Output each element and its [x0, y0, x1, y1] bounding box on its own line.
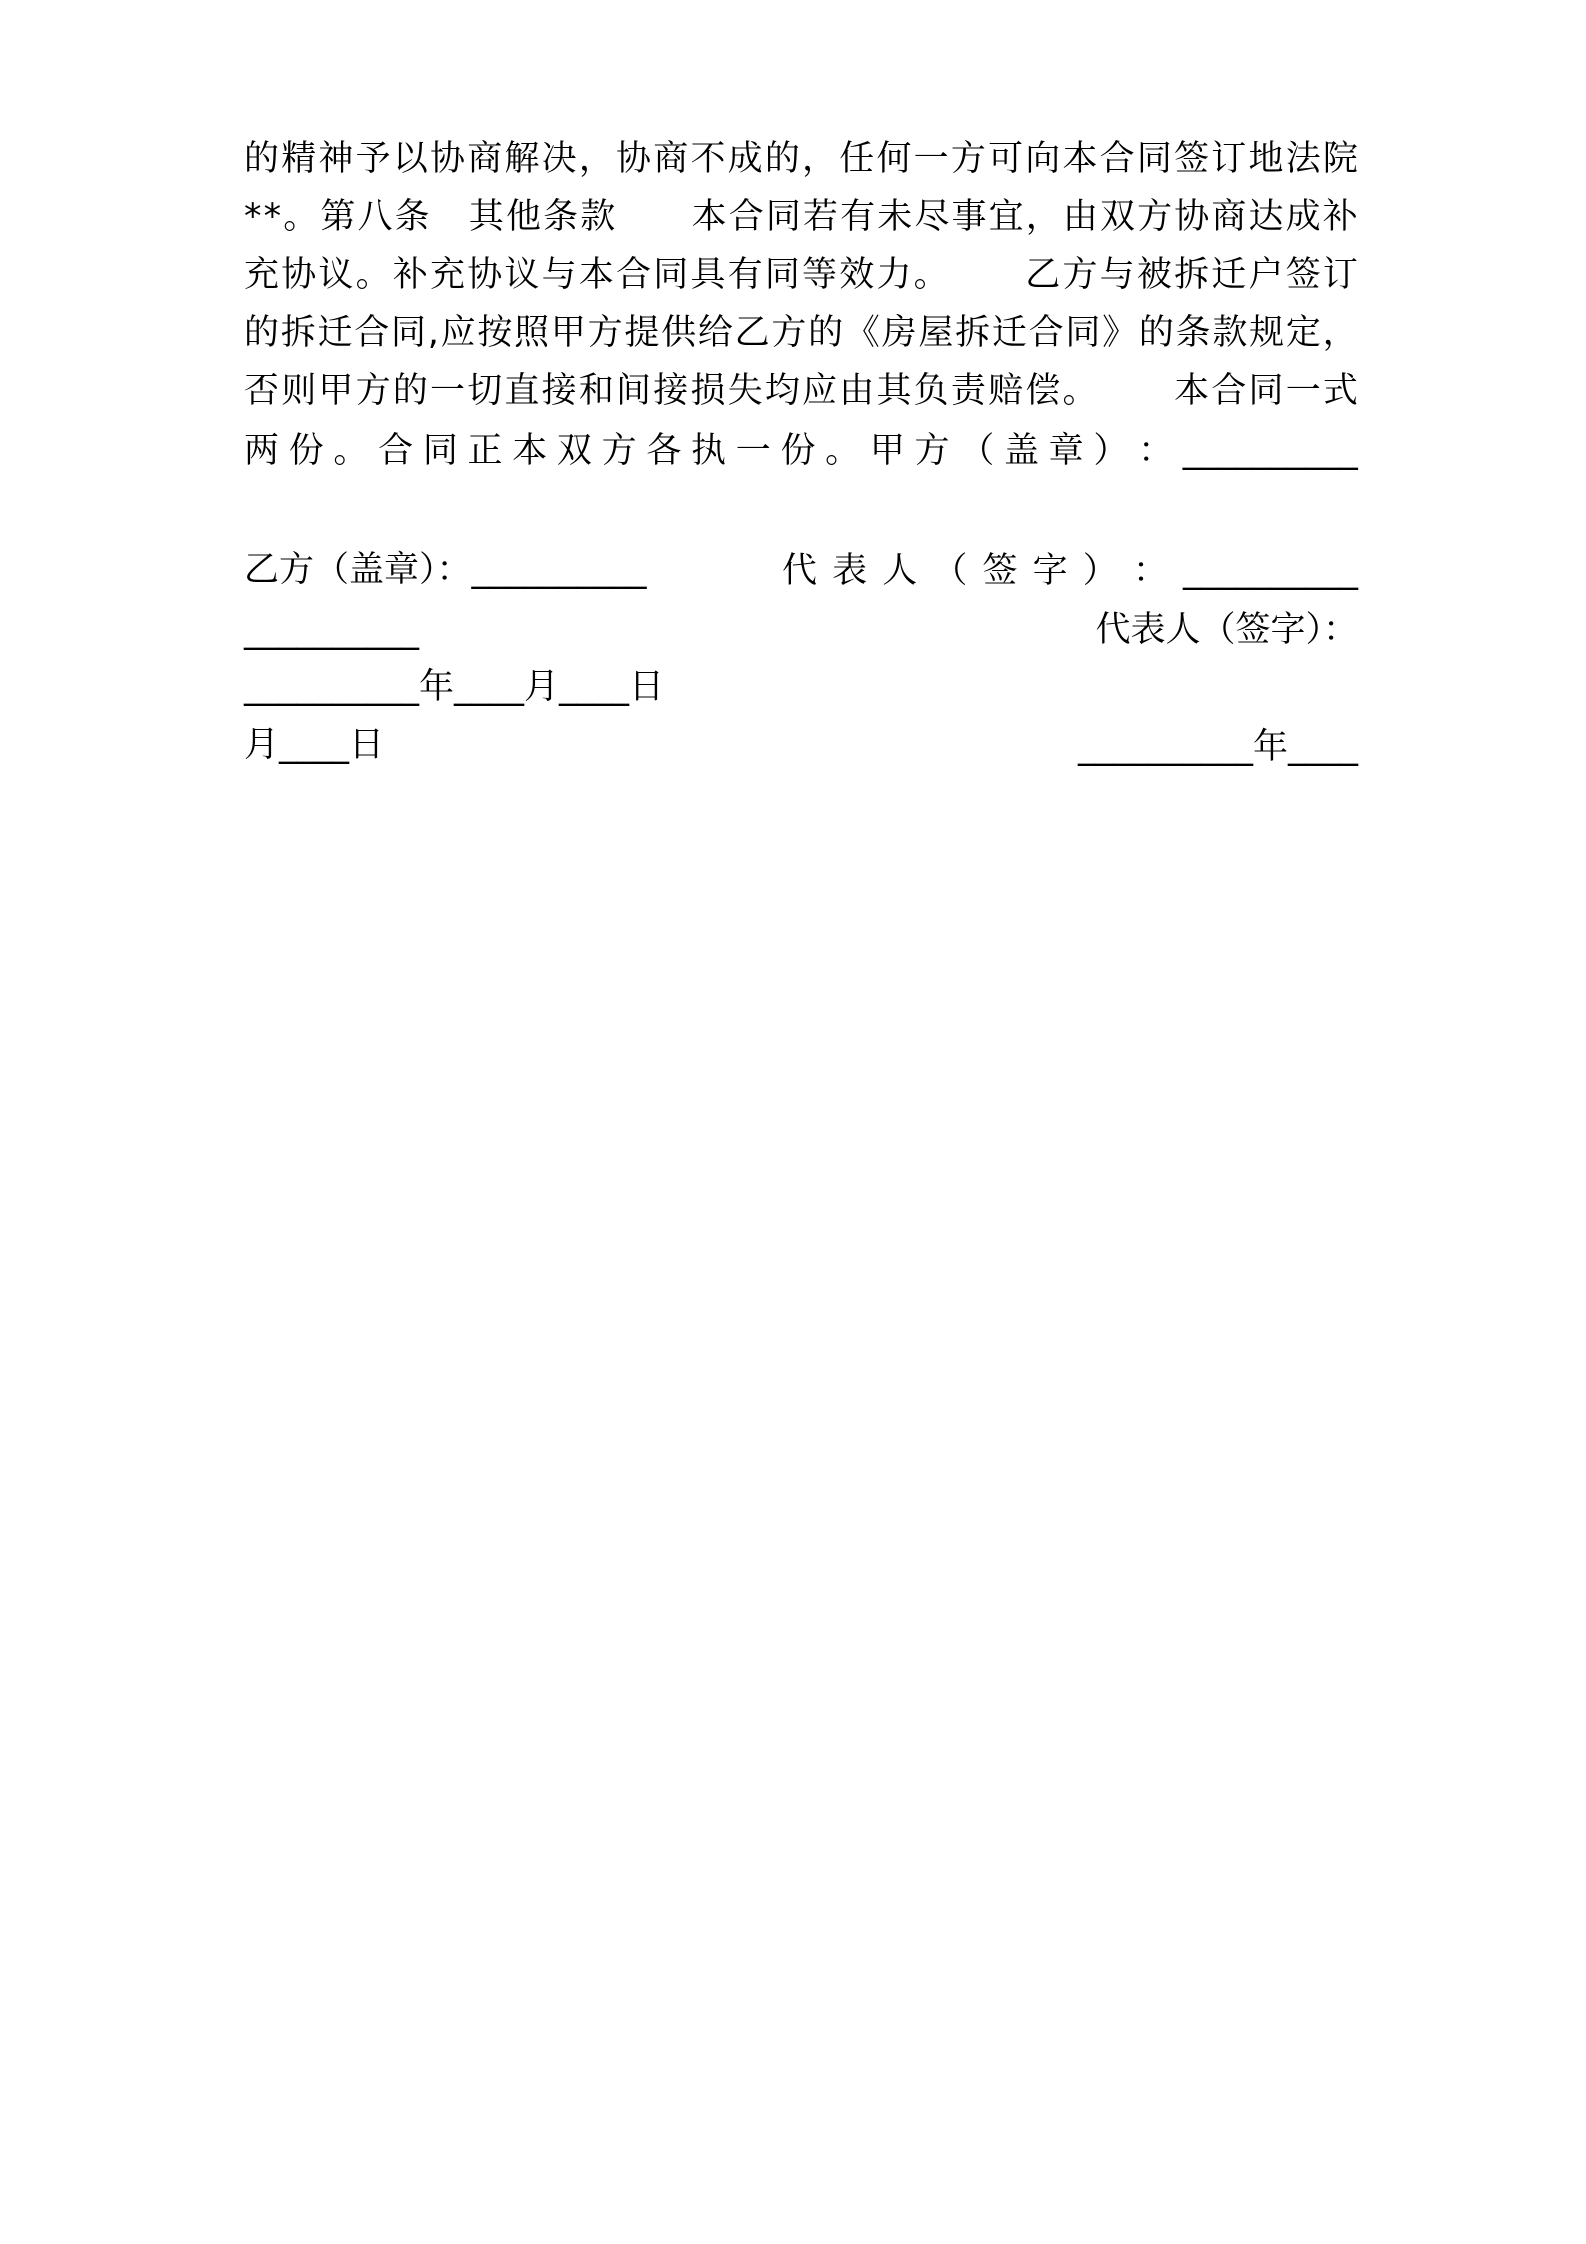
body-text-line-5-char: 接: [653, 371, 689, 411]
party-a-seal-char: 各: [646, 431, 682, 471]
party-a-seal-char: 合: [378, 431, 414, 471]
body-text-line-2-char: 他: [505, 197, 541, 237]
body-text-line-1-char: 商: [653, 139, 689, 179]
body-text-line-2-char: 宜: [988, 197, 1024, 237]
body-text-line-3-char: 户: [1248, 255, 1284, 295]
body-text-line-2-char: 合: [728, 197, 764, 237]
body-text-line-4-char: 房: [881, 313, 917, 353]
signature-line-party-a: [244, 421, 1358, 481]
date-field-party-a: __________年____月____日: [244, 667, 665, 707]
body-text-line-5-char: 的: [392, 371, 428, 411]
body-text-line-1-char: 决: [541, 139, 577, 179]
body-text-line-3-char: 效: [839, 255, 875, 295]
representative-blank: __________: [244, 611, 419, 651]
body-text-line-3-char: 合: [616, 255, 652, 295]
body-text-line-1-char: 解: [504, 139, 540, 179]
representative-signature-char: 签: [982, 551, 1018, 591]
body-text-line-2-char: 本: [691, 197, 727, 237]
representative-signature-char: 代: [782, 551, 818, 591]
body-text-line-1-char: 签: [1174, 139, 1210, 179]
body-text-line-2-char: 。: [283, 197, 319, 237]
body-text-line-2-char: 其: [468, 197, 504, 237]
body-text-line-5: [244, 361, 1358, 421]
body-text-line-5-char: 其: [876, 371, 912, 411]
body-text-line-4-char: 方: [771, 313, 807, 353]
body-text-line-4: [244, 303, 1358, 363]
representative-signature-char: __________: [1183, 551, 1358, 591]
body-text-line-5-char: 损: [690, 371, 726, 411]
body-text-line-1-char: 法: [1285, 139, 1321, 179]
body-text-line-1-char: 不: [690, 139, 726, 179]
body-text-line-5-char: 责: [950, 371, 986, 411]
body-text-line-3-char: 迁: [1211, 255, 1247, 295]
body-text-line-2-char: [432, 187, 467, 247]
body-text-line-2-char: 事: [951, 197, 987, 237]
body-text-line-2-char: *: [263, 197, 282, 237]
body-text-line-3-char: 力: [876, 255, 912, 295]
body-text-line-5-char: 均: [764, 371, 800, 411]
body-text-line-5-char: 和: [578, 371, 614, 411]
body-text-line-3-char: 补: [392, 255, 428, 295]
body-text-line-2-char: 条: [394, 197, 430, 237]
party-a-seal-char: 份: [780, 431, 816, 471]
party-a-seal-char: 方: [601, 431, 637, 471]
party-a-seal-char: ）: [1093, 431, 1129, 471]
body-text-line-4-char: ，: [1322, 313, 1358, 353]
body-text-line-3-char: 乙: [1025, 255, 1061, 295]
body-text-line-1-char: 可: [988, 139, 1024, 179]
body-text-line-2-char: 条: [543, 197, 579, 237]
body-text-line-1-char: 神: [318, 139, 354, 179]
party-a-seal-char: （: [959, 431, 995, 471]
body-text-line-3: [244, 245, 1358, 305]
signature-line-representative: [244, 541, 1358, 651]
party-a-seal-char: __________: [1182, 431, 1358, 471]
body-text-line-1-char: 的: [244, 139, 280, 179]
representative-signature-field: [782, 541, 1358, 601]
body-text-line-1-char: ，: [802, 139, 838, 179]
body-text-line-1-char: 成: [727, 139, 763, 179]
body-text-line-4-char: 供: [661, 313, 697, 353]
body-text-line-4-char: 拆: [955, 313, 991, 353]
body-text-line-2-char: 达: [1248, 197, 1284, 237]
representative-signature-char: （: [932, 551, 968, 591]
body-text-line-1: [244, 129, 1358, 189]
body-text-line-5-char: 直: [504, 371, 540, 411]
representative-signature-label: 代表人（签字）：: [1095, 610, 1358, 650]
body-text-line-5-char: 方: [355, 371, 391, 411]
body-text-line-4-char: 款: [1212, 313, 1248, 353]
body-text-line-2-char: [617, 187, 652, 247]
body-text-line-4-char: 同: [391, 313, 427, 353]
party-a-seal-char: 盖: [1003, 431, 1039, 471]
body-text-line-5-char: 一: [430, 371, 466, 411]
body-text-line-5-char: 合: [1211, 371, 1247, 411]
party-a-seal-char: 。: [333, 431, 369, 471]
body-text-line-3-char: 议: [504, 255, 540, 295]
body-text-line-1-char: 本: [1062, 139, 1098, 179]
body-text-line-3-char: 同: [764, 255, 800, 295]
body-text-line-1-char: 地: [1248, 139, 1284, 179]
body-text-line-4-char: 给: [697, 313, 733, 353]
representative-signature-char: 字: [1032, 551, 1068, 591]
body-text-line-4-char: 照: [514, 313, 550, 353]
body-text-line-1-char: 同: [1136, 139, 1172, 179]
party-a-seal-char: 章: [1048, 431, 1084, 471]
body-text-line-2-char: [654, 187, 689, 247]
body-text-line-4-char: 迁: [317, 313, 353, 353]
body-text-line-3-char: 议: [318, 255, 354, 295]
body-text-line-2-char: 尽: [914, 197, 950, 237]
body-text-line-3-char: 被: [1136, 255, 1172, 295]
body-text-line-3-char: 等: [802, 255, 838, 295]
body-text-line-5-char: 否: [244, 371, 280, 411]
body-text-line-4-char: ,: [427, 313, 439, 353]
body-text-line-4-char: 的: [1138, 313, 1174, 353]
body-text-line-1-char: 协: [430, 139, 466, 179]
body-text-line-4-char: 合: [354, 313, 390, 353]
body-text-line-4-char: 《: [844, 313, 880, 353]
body-text-line-2: [244, 187, 1358, 247]
body-text-line-4-char: 应: [440, 313, 476, 353]
body-text-line-2-char: 双: [1099, 197, 1135, 237]
body-text-line-2-char: 未: [877, 197, 913, 237]
party-a-seal-char: 执: [691, 431, 727, 471]
party-a-seal-char: 方: [914, 431, 950, 471]
body-text-line-1-char: 协: [616, 139, 652, 179]
body-text-line-1-char: 何: [876, 139, 912, 179]
body-text-line-5-char: 接: [541, 371, 577, 411]
body-text-line-5-char: 应: [802, 371, 838, 411]
body-text-line-5-char: 同: [1248, 371, 1284, 411]
body-text-line-4-char: 方: [587, 313, 623, 353]
body-text-line-2-char: 第: [320, 197, 356, 237]
body-text-line-2-char: 补: [1322, 197, 1358, 237]
party-a-seal-char: 双: [556, 431, 592, 471]
body-text-line-5-char: 本: [1174, 371, 1210, 411]
body-text-line-1-char: 的: [764, 139, 800, 179]
body-text-line-4-char: 合: [1028, 313, 1064, 353]
representative-signature-char: 表: [832, 551, 868, 591]
body-text-line-2-char: 有: [840, 197, 876, 237]
body-text-line-3-char: 充: [430, 255, 466, 295]
party-a-seal-char: 本: [512, 431, 548, 471]
body-text-line-1-char: 予: [355, 139, 391, 179]
body-text-line-2-char: *: [244, 197, 262, 237]
party-a-seal-char: ：: [1138, 431, 1174, 471]
body-text-line-3-char: 。: [355, 255, 391, 295]
party-b-seal-field: 乙方（盖章）：__________: [244, 550, 647, 590]
representative-signature-char: ：: [1132, 551, 1168, 591]
body-text-line-4-char: 规: [1249, 313, 1285, 353]
party-a-seal-char: 份: [288, 431, 324, 471]
party-a-seal-char: 一: [735, 431, 771, 471]
body-text-line-4-char: 拆: [280, 313, 316, 353]
body-text-line-2-char: 若: [802, 197, 838, 237]
body-text-line-5-char: 则: [281, 371, 317, 411]
body-text-line-5-char: 间: [616, 371, 652, 411]
body-text-line-3-char: 同: [653, 255, 689, 295]
body-text-line-2-char: ，: [1025, 197, 1061, 237]
body-text-line-3-char: 拆: [1174, 255, 1210, 295]
body-text-line-2-char: 成: [1285, 197, 1321, 237]
body-text-line-2-char: 款: [580, 197, 616, 237]
body-text-line-3-char: [988, 245, 1023, 305]
body-text-line-4-char: 》: [1102, 313, 1138, 353]
body-text-line-5-char: 偿: [1025, 371, 1061, 411]
body-text-line-3-char: 与: [1099, 255, 1135, 295]
body-text-line-1-char: 商: [467, 139, 503, 179]
body-text-line-5-char: 失: [727, 371, 763, 411]
body-text-line-4-char: 屋: [918, 313, 954, 353]
representative-signature-char: ）: [1082, 551, 1118, 591]
body-text-line-1-char: 任: [839, 139, 875, 179]
body-text-line-3-char: 。: [913, 255, 949, 295]
body-text-line-3-char: 充: [244, 255, 280, 295]
body-text-line-4-char: 同: [1065, 313, 1101, 353]
body-text-line-3-char: 有: [727, 255, 763, 295]
body-text-line-3-char: 与: [541, 255, 577, 295]
body-text-line-4-char: 迁: [991, 313, 1027, 353]
body-text-line-3-char: 协: [467, 255, 503, 295]
body-text-line-4-char: 乙: [734, 313, 770, 353]
body-text-line-5-char: 甲: [318, 371, 354, 411]
body-text-line-4-char: 的: [244, 313, 280, 353]
body-text-line-4-char: 条: [1175, 313, 1211, 353]
body-text-line-2-char: 协: [1174, 197, 1210, 237]
body-text-line-5-char: [1100, 361, 1135, 421]
party-a-seal-char: 同: [422, 431, 458, 471]
body-text-line-4-char: 按: [477, 313, 513, 353]
body-text-line-3-char: 方: [1062, 255, 1098, 295]
party-a-seal-char: 正: [467, 431, 503, 471]
date-line-continued: [244, 655, 1358, 765]
body-text-line-5-char: 一: [1285, 371, 1321, 411]
body-text-line-5-char: [1137, 361, 1172, 421]
body-text-line-1-char: 向: [1025, 139, 1061, 179]
body-text-line-1-char: 院: [1322, 139, 1358, 179]
party-a-seal-char: 两: [244, 431, 280, 471]
body-text-line-1-char: 方: [950, 139, 986, 179]
body-text-line-2-char: 八: [357, 197, 393, 237]
body-text-line-3-char: 本: [578, 255, 614, 295]
body-text-line-4-char: 的: [808, 313, 844, 353]
body-text-line-5-char: 由: [839, 371, 875, 411]
body-text-line-5-char: 赔: [988, 371, 1024, 411]
party-a-seal-char: 。: [825, 431, 861, 471]
body-text-line-2-char: 同: [765, 197, 801, 237]
body-text-line-2-char: 方: [1137, 197, 1173, 237]
body-text-line-2-char: 由: [1062, 197, 1098, 237]
body-text-line-3-char: 协: [281, 255, 317, 295]
body-text-line-1-char: 一: [913, 139, 949, 179]
date-field-party-b-end: 月____日: [244, 725, 385, 765]
date-field-party-b: __________年____: [1077, 727, 1358, 767]
body-text-line-5-char: 。: [1062, 371, 1098, 411]
body-text-line-3-char: 签: [1285, 255, 1321, 295]
body-text-line-2-char: 商: [1211, 197, 1247, 237]
body-text-line-3-char: 订: [1322, 255, 1358, 295]
party-a-seal-char: 甲: [869, 431, 905, 471]
body-text-line-3-char: 具: [690, 255, 726, 295]
body-text-line-1-char: ，: [578, 139, 614, 179]
date-line: [244, 597, 1358, 767]
body-text-line-1-char: 以: [392, 139, 428, 179]
body-text-line-4-char: 定: [1285, 313, 1321, 353]
signature-line-party-b: [244, 480, 1358, 650]
body-text-line-3-char: [951, 245, 986, 305]
body-text-line-4-char: 提: [624, 313, 660, 353]
body-text-line-5-char: 式: [1322, 371, 1358, 411]
body-text-line-4-char: 甲: [550, 313, 586, 353]
body-text-line-1-char: 合: [1099, 139, 1135, 179]
body-text-line-1-char: 精: [281, 139, 317, 179]
representative-signature-char: 人: [882, 551, 918, 591]
body-text-line-5-char: 负: [913, 371, 949, 411]
body-text-line-5-char: 切: [467, 371, 503, 411]
body-text-line-1-char: 订: [1211, 139, 1247, 179]
